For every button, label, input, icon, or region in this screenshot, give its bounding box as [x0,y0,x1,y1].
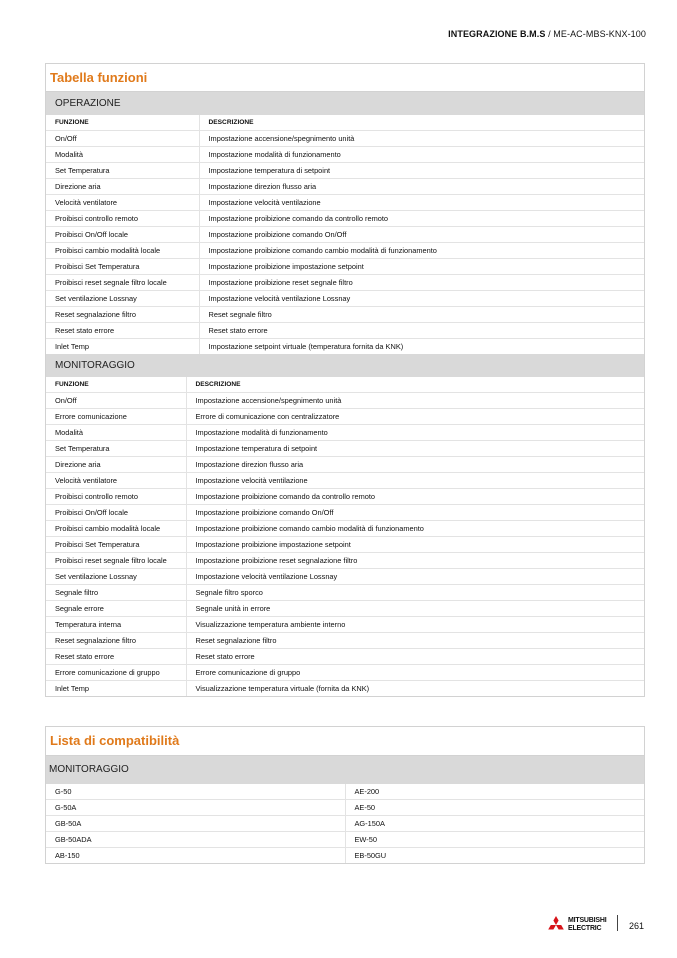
table-row [46,147,644,163]
table-cell: Proibisci controllo remoto [46,211,199,227]
table-cell: Modalità [46,425,186,441]
table-row [46,163,644,179]
table-row [46,784,644,800]
table-cell: GB-50A [46,816,345,832]
table-cell: Reset stato errore [46,649,186,665]
table-cell: Temperatura interna [46,617,186,633]
compatibility-panel [45,726,645,864]
table-cell: Impostazione proibizione impostazione setpoint [186,537,644,553]
compatibility-section-heading: MONITORAGGIO [46,756,644,784]
table-cell: G-50A [46,800,345,816]
table-row [46,800,644,816]
table-cell: EB-50GU [345,848,644,864]
table-cell: Inlet Temp [55,684,89,693]
brand-line-1: MITSUBISHI [568,917,607,924]
table-cell: Impostazione modalità di funzionamento [186,425,644,441]
brand-line-2: ELECTRIC [568,925,602,932]
table-cell: Impostazione accensione/spegnimento unità [199,131,644,147]
column-header-function: FUNZIONE [46,377,186,393]
table-cell: Impostazione setpoint virtuale (temperatura fornita da KNK) [199,339,644,355]
table-cell: Segnale errore [46,601,186,617]
column-header-function: FUNZIONE [46,115,199,131]
table-cell: Errore comunicazione di gruppo [46,665,186,681]
table-cell: Proibisci reset segnale filtro locale [46,553,186,569]
table-cell: Impostazione direzion flusso aria [186,457,644,473]
table-row [46,275,644,291]
table-row [46,521,644,537]
table-cell: Impostazione direzion flusso aria [199,179,644,195]
table-cell: Visualizzazione temperatura ambiente interno [186,617,644,633]
table-cell: Velocità ventilatore [46,473,186,489]
table-row [46,259,644,275]
table-cell: Proibisci controllo remoto [46,489,186,505]
operation-table [46,115,644,354]
table-row [46,323,644,339]
table-cell: Proibisci Set Temperatura [46,259,199,275]
table-row [46,553,644,569]
table-row [46,291,644,307]
table-cell: Set Temperatura [46,163,199,179]
compatibility-title: Lista di compatibilità [46,727,644,756]
operation-section-heading: OPERAZIONE [46,92,644,115]
table-cell: Proibisci reset segnale filtro locale [46,275,199,291]
table-cell: AE-50 [345,800,644,816]
table-cell: Impostazione proibizione comando cambio modalità di funzionamento [199,243,644,259]
table-cell: Errore di comunicazione con centralizzatore [186,409,644,425]
table-row [46,441,644,457]
table-row [46,473,644,489]
table-row [46,409,644,425]
table-cell: On/Off [46,131,199,147]
header-model: / ME-AC-MBS-KNX-100 [545,29,646,39]
table-cell: Impostazione velocità ventilazione Lossnay [186,569,644,585]
column-header-description: DESCRIZIONE [199,115,644,131]
table-cell: On/Off [46,393,186,409]
table-row [46,307,644,323]
table-row [46,617,644,633]
table-cell: Impostazione velocità ventilazione [199,195,644,211]
table-cell: Direzione aria [46,457,186,473]
brand-name [568,917,606,933]
table-row [46,131,644,147]
table-row [46,832,644,848]
table-row [46,601,644,617]
table-cell: AG-150A [345,816,644,832]
table-cell: Modalità [46,147,199,163]
table-cell: Proibisci cambio modalità locale [46,243,199,259]
compatibility-table [46,784,644,863]
table-cell: Reset stato errore [186,649,644,665]
table-cell: GB-50ADA [46,832,345,848]
table-header-row [46,377,644,393]
table-row [46,425,644,441]
table-cell: Impostazione proibizione reset segnalazione filtro [186,553,644,569]
footer-divider [617,915,618,931]
table-row [46,243,644,259]
table-cell: Set Temperatura [46,441,186,457]
table-row [46,227,644,243]
table-cell: Errore comunicazione di gruppo [186,665,644,681]
table-cell: Impostazione temperatura di setpoint [199,163,644,179]
table-cell: Proibisci cambio modalità locale [46,521,186,537]
table-row [46,537,644,553]
table-cell: Proibisci On/Off locale [46,505,186,521]
functions-title: Tabella funzioni [46,64,644,92]
document-header [448,29,646,39]
table-row [46,649,644,665]
table-cell: Set ventilazione Lossnay [46,291,199,307]
monitoring-section-heading: MONITORAGGIO [46,354,644,377]
table-cell: Segnale unità in errore [186,601,644,617]
table-row [46,393,644,409]
table-cell: Impostazione velocità ventilazione Lossnay [199,291,644,307]
table-row [46,665,644,681]
table-cell: AE-200 [345,784,644,800]
table-row [46,633,644,649]
functions-panel [45,63,645,697]
table-row [46,848,644,864]
table-cell: Reset segnale filtro [199,307,644,323]
table-cell: Reset segnalazione filtro [46,633,186,649]
column-header-description: DESCRIZIONE [186,377,644,393]
table-cell: Reset segnalazione filtro [186,633,644,649]
table-cell: Inlet Temp [55,342,89,351]
table-cell: G-50 [46,784,345,800]
table-cell: Visualizzazione temperatura virtuale (fornita da KNK) [186,681,644,697]
table-row [46,457,644,473]
table-cell: Impostazione velocità ventilazione [186,473,644,489]
table-row [46,489,644,505]
mitsubishi-logo-icon [546,916,566,934]
page-number: 261 [629,921,645,931]
table-cell: Impostazione accensione/spegnimento unità [186,393,644,409]
table-row [46,179,644,195]
table-cell: Proibisci On/Off locale [46,227,199,243]
table-cell: Impostazione modalità di funzionamento [199,147,644,163]
table-cell: Errore comunicazione [46,409,186,425]
table-row [46,816,644,832]
table-cell: Impostazione proibizione comando cambio modalità di funzionamento [186,521,644,537]
table-cell: AB-150 [55,851,80,860]
table-cell: Proibisci Set Temperatura [46,537,186,553]
table-row [46,569,644,585]
table-cell: Direzione aria [46,179,199,195]
table-cell: Reset stato errore [199,323,644,339]
table-cell: EW-50 [345,832,644,848]
table-cell: Impostazione proibizione comando da controllo remoto [186,489,644,505]
table-row [46,211,644,227]
table-cell: Velocità ventilatore [46,195,199,211]
table-cell: Impostazione proibizione comando da controllo remoto [199,211,644,227]
table-cell: Reset stato errore [46,323,199,339]
table-row [46,195,644,211]
table-cell: Set ventilazione Lossnay [46,569,186,585]
header-product-line: INTEGRAZIONE B.M.S [448,29,546,39]
monitoring-table [46,377,644,696]
table-row [46,585,644,601]
table-cell: Segnale filtro [46,585,186,601]
table-row [46,681,644,697]
table-header-row [46,115,644,131]
table-row [46,505,644,521]
table-cell: Reset segnalazione filtro [46,307,199,323]
table-cell: Impostazione proibizione comando On/Off [199,227,644,243]
table-cell: Segnale filtro sporco [186,585,644,601]
table-cell: Impostazione proibizione comando On/Off [186,505,644,521]
table-cell: Impostazione proibizione impostazione setpoint [199,259,644,275]
table-cell: Impostazione temperatura di setpoint [186,441,644,457]
table-cell: Impostazione proibizione reset segnale filtro [199,275,644,291]
table-row [46,339,644,355]
